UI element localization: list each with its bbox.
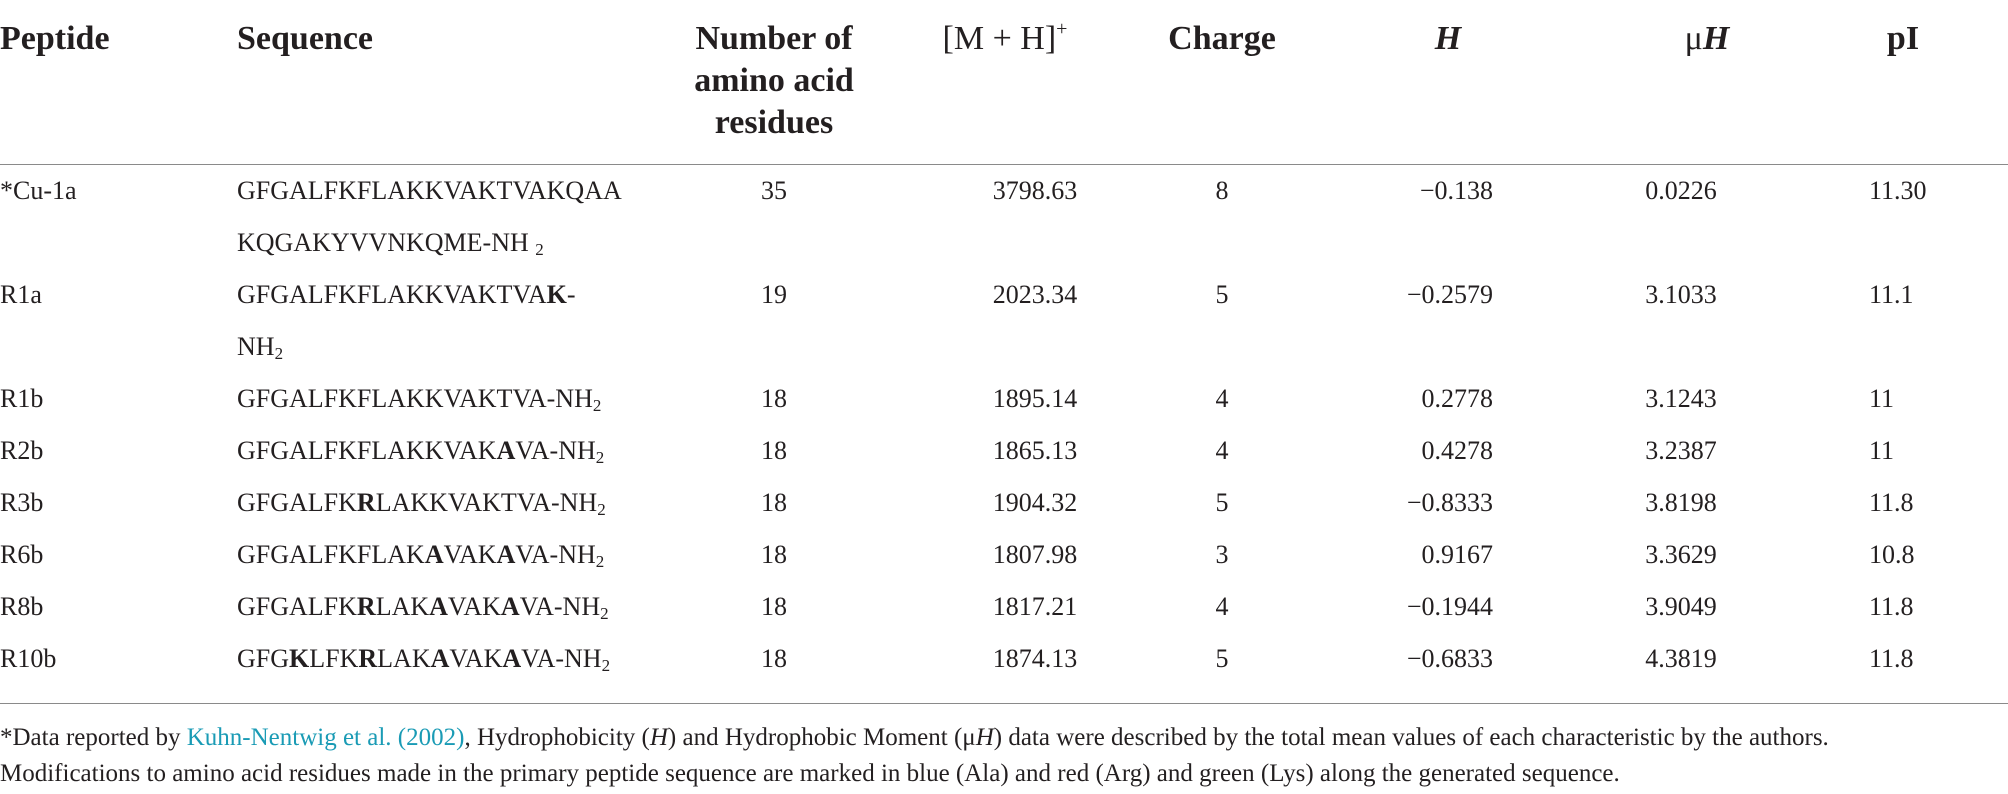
cell-hydrophobicity: −0.138 <box>1419 176 1493 205</box>
cell-mass: 3798.63 <box>992 176 1078 205</box>
cell-residues: 19 <box>761 280 787 309</box>
header-h-italic: H <box>1434 20 1462 57</box>
subscript: 2 <box>535 240 544 259</box>
footer-rule <box>0 703 2008 704</box>
sequence-segment: GFGALFKFLAKKVAKTVA <box>237 280 547 309</box>
cell-residues: 18 <box>761 488 787 517</box>
cell-pi: 10.8 <box>1869 540 1915 569</box>
cell-pi: 11 <box>1869 384 1895 413</box>
sequence-segment: NH <box>237 332 275 361</box>
header-number-of-residues <box>694 18 854 144</box>
footnote-part1: , Hydrophobicity ( <box>464 724 650 751</box>
cell-mass: 1874.13 <box>992 644 1078 673</box>
footnote-prefix: *Data reported by <box>0 724 187 751</box>
modified-residue: A <box>496 540 516 569</box>
cell-peptide: *Cu-1a <box>0 176 77 205</box>
cell-peptide: R10b <box>0 644 57 673</box>
cell-pi: 11.1 <box>1869 280 1914 309</box>
modified-residue: A <box>496 436 516 465</box>
citation-link[interactable]: Kuhn-Nentwig et al. (2002) <box>186 724 465 751</box>
cell-mass: 1807.98 <box>992 540 1078 569</box>
header-peptide: Peptide <box>0 20 110 57</box>
sequence-segment: GFGALFKFLAK <box>237 540 425 569</box>
cell-mass: 1817.21 <box>992 592 1078 621</box>
cell-pi: 11.8 <box>1869 644 1914 673</box>
cell-hydrophobic-moment: 3.9049 <box>1645 592 1717 621</box>
cell-charge: 5 <box>1215 488 1229 517</box>
cell-residues: 18 <box>761 592 787 621</box>
sequence-segment: VA-NH <box>519 592 601 621</box>
header-mu: μ <box>1684 20 1703 57</box>
sequence-segment: GFGALFK <box>237 592 357 621</box>
header-muh-h: H <box>1702 20 1730 57</box>
cell-hydrophobic-moment: 0.0226 <box>1645 176 1717 205</box>
cell-mass: 2023.34 <box>992 280 1078 309</box>
sequence-segment: VA-NH <box>521 644 602 673</box>
cell-charge: 4 <box>1215 384 1229 413</box>
sequence-segment: LFK <box>309 644 359 673</box>
cell-hydrophobic-moment: 3.3629 <box>1645 540 1717 569</box>
cell-pi: 11.30 <box>1869 176 1927 205</box>
header-number-line2: amino acid <box>694 62 854 99</box>
sequence-segment: GFG <box>237 644 290 673</box>
sequence-segment: VA-NH <box>515 436 596 465</box>
cell-hydrophobicity: 0.9167 <box>1421 540 1493 569</box>
cell-peptide: R2b <box>0 436 44 465</box>
subscript: 2 <box>600 604 609 623</box>
cell-hydrophobicity: −0.2579 <box>1406 280 1493 309</box>
cell-charge: 5 <box>1215 280 1229 309</box>
cell-charge: 4 <box>1215 592 1229 621</box>
cell-hydrophobic-moment: 3.2387 <box>1645 436 1717 465</box>
sequence-segment: VA-NH <box>515 540 596 569</box>
footnote-part3: ) data were described by the total mean values of each characteristic by the authors. <box>993 724 1829 751</box>
cell-sequence <box>237 176 622 206</box>
sequence-segment: GFGALFKFLAKKVAKTVA-NH <box>237 384 593 413</box>
cell-pi: 11 <box>1869 436 1895 465</box>
cell-charge: 5 <box>1215 644 1229 673</box>
cell-charge: 4 <box>1215 436 1229 465</box>
table-header <box>0 0 2008 164</box>
cell-mass: 1904.32 <box>992 488 1078 517</box>
modified-residue: A <box>500 592 520 621</box>
footnote-line2: Modifications to amino acid residues made in the primary peptide sequence are marked in blue (Ala) and red (Arg) and green (Lys) along the generated sequence. <box>0 760 1620 787</box>
sequence-segment: - <box>566 280 576 309</box>
sequence-segment: LAK <box>375 592 430 621</box>
modified-residue: R <box>356 488 376 517</box>
cell-hydrophobic-moment: 4.3819 <box>1645 644 1717 673</box>
cell-peptide: R3b <box>0 488 44 517</box>
sequence-segment: KQGAKYVVNKQME-NH <box>237 228 536 257</box>
cell-pi: 11.8 <box>1869 488 1914 517</box>
modified-residue: A <box>429 592 448 621</box>
cell-residues: 18 <box>761 436 787 465</box>
cell-sequence <box>237 436 604 466</box>
table-footnote <box>0 720 2000 792</box>
subscript: 2 <box>595 448 605 467</box>
cell-peptide: R6b <box>0 540 44 569</box>
footnote-muh-h: H <box>975 724 994 751</box>
cell-sequence <box>237 592 609 622</box>
subscript: 2 <box>601 656 611 675</box>
cell-charge: 8 <box>1215 176 1229 205</box>
cell-sequence <box>237 280 576 310</box>
modified-residue: A <box>424 540 444 569</box>
modified-residue: A <box>430 644 450 673</box>
cell-peptide: R1b <box>0 384 44 413</box>
sequence-segment: VAK <box>449 644 503 673</box>
cell-hydrophobicity: −0.8333 <box>1406 488 1493 517</box>
cell-hydrophobicity: 0.4278 <box>1421 436 1493 465</box>
cell-sequence-cont <box>237 228 544 258</box>
subscript: 2 <box>597 500 606 519</box>
cell-pi: 11.8 <box>1869 592 1914 621</box>
cell-hydrophobic-moment: 3.1243 <box>1645 384 1717 413</box>
subscript: 2 <box>592 396 602 415</box>
cell-residues: 18 <box>761 644 787 673</box>
modified-residue: R <box>356 592 376 621</box>
subscript: 2 <box>595 552 605 571</box>
cell-residues: 18 <box>761 540 787 569</box>
modified-residue: A <box>502 644 522 673</box>
modified-residue: K <box>289 644 310 673</box>
modified-residue: R <box>358 644 378 673</box>
sequence-segment: GFGALFKFLAKKVAKTVAKQAA <box>237 176 622 205</box>
header-mass-label: [M + H] <box>942 20 1057 57</box>
cell-residues: 35 <box>761 176 787 205</box>
footnote-line1 <box>0 720 2000 756</box>
header-pi: pI <box>1886 20 1920 57</box>
header-hydrophobicity <box>1435 18 1461 60</box>
cell-hydrophobicity: −0.1944 <box>1406 592 1493 621</box>
sequence-segment: VAK <box>447 592 501 621</box>
cell-mass: 1865.13 <box>992 436 1078 465</box>
cell-hydrophobic-moment: 3.8198 <box>1645 488 1717 517</box>
header-rule <box>0 164 2008 165</box>
cell-hydrophobicity: 0.2778 <box>1421 384 1493 413</box>
header-number-line3: residues <box>714 104 834 141</box>
cell-sequence <box>237 644 610 674</box>
cell-mass: 1895.14 <box>992 384 1078 413</box>
header-charge: Charge <box>1168 20 1276 57</box>
footnote-h: H <box>649 724 668 751</box>
header-mass <box>943 18 1068 60</box>
cell-sequence <box>237 384 601 414</box>
sequence-segment: GFGALFK <box>237 488 357 517</box>
header-hydrophobic-moment <box>1685 18 1730 60</box>
cell-charge: 3 <box>1215 540 1229 569</box>
sequence-segment: LAKKVAKTVA-NH <box>375 488 598 517</box>
cell-hydrophobic-moment: 3.1033 <box>1645 280 1717 309</box>
sequence-segment: VAK <box>443 540 497 569</box>
cell-peptide: R1a <box>0 280 42 309</box>
subscript: 2 <box>274 344 284 363</box>
sequence-segment: LAK <box>377 644 431 673</box>
cell-hydrophobicity: −0.6833 <box>1406 644 1493 673</box>
header-number-line1: Number of <box>695 20 853 57</box>
cell-peptide: R8b <box>0 592 44 621</box>
modified-residue: K <box>546 280 567 309</box>
header-sequence: Sequence <box>237 20 373 57</box>
cell-sequence <box>237 488 606 518</box>
header-mass-sup: + <box>1056 18 1068 40</box>
cell-sequence <box>237 540 604 570</box>
footnote-part2: ) and Hydrophobic Moment (μ <box>667 724 976 751</box>
cell-sequence-cont <box>237 332 283 362</box>
cell-residues: 18 <box>761 384 787 413</box>
sequence-segment: GFGALFKFLAKKVAK <box>237 436 497 465</box>
